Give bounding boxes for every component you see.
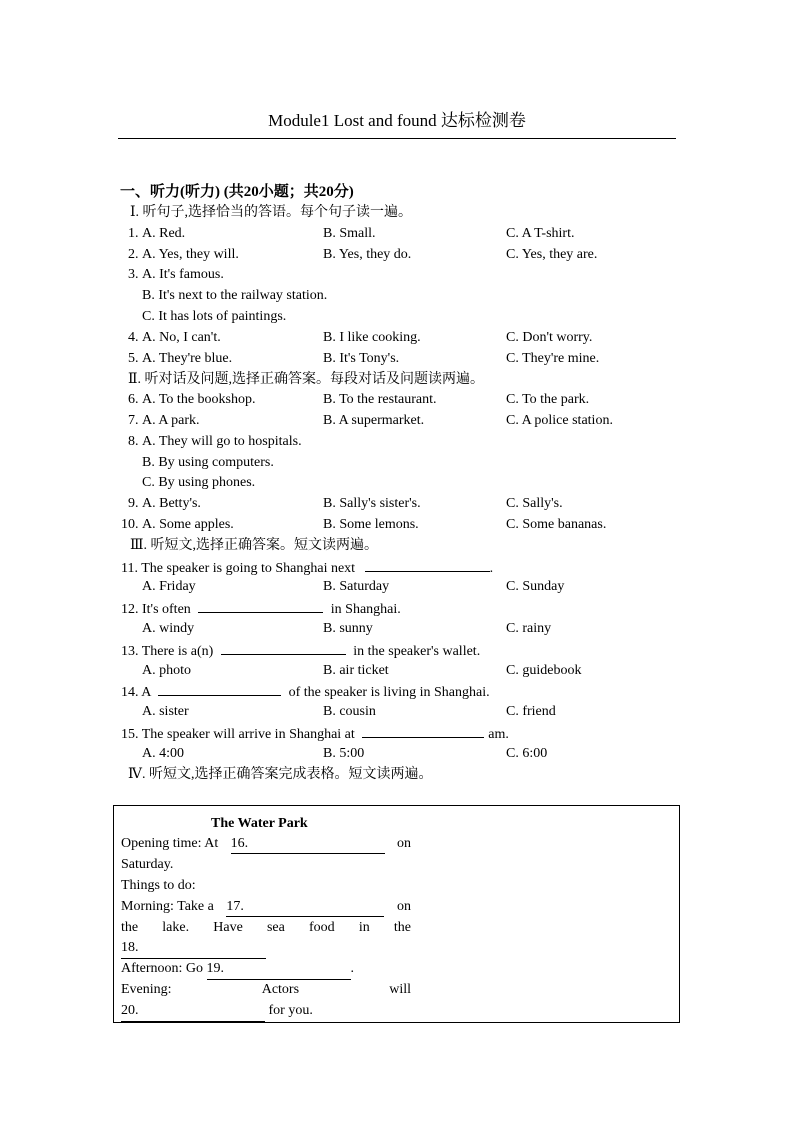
q15-option-b: B. 5:00 <box>323 746 365 761</box>
part-2-instruction: Ⅱ. 听对话及问题,选择正确答案。每段对话及问题读两遍。 <box>128 372 485 387</box>
morning-label: Morning: Take a <box>121 899 214 914</box>
q13-answer-blank[interactable] <box>221 640 346 655</box>
q15-stem-pre: 15. The speaker will arrive in Shanghai at <box>121 727 355 742</box>
q8-option-a: A. They will go to hospitals. <box>142 434 302 449</box>
q7-option-a: A. A park. <box>142 413 200 428</box>
opening-time-label: Opening time: At <box>121 836 219 851</box>
q8-num: 8. <box>128 434 139 449</box>
table-heading: The Water Park <box>211 816 308 831</box>
q5-option-a: A. They're blue. <box>142 351 233 366</box>
q5-option-b: B. It's Tony's. <box>323 351 400 366</box>
q2-option-b: B. Yes, they do. <box>323 247 412 262</box>
q6-num: 6. <box>128 392 139 407</box>
question-12-stem <box>121 598 401 618</box>
question-15-options <box>142 744 688 764</box>
question-11-options <box>142 577 688 597</box>
question-8 <box>128 432 688 452</box>
q11-stem-post: . <box>489 561 494 576</box>
q1-option-c: C. A T-shirt. <box>506 226 575 241</box>
q14-option-b: B. cousin <box>323 704 376 719</box>
afternoon-period: . <box>350 961 355 976</box>
q8-option-c: C. By using phones. <box>142 475 256 490</box>
evening-word: Evening: <box>121 982 172 997</box>
q1-option-a: A. Red. <box>142 226 186 241</box>
question-14-options <box>142 702 688 722</box>
blank-19[interactable]: 19. <box>207 959 351 980</box>
evening-word: Actors <box>261 982 300 997</box>
q5-option-c: C. They're mine. <box>506 351 600 366</box>
morning-row <box>121 897 411 917</box>
question-1 <box>128 224 688 244</box>
question-13-options <box>142 661 688 681</box>
q7-num: 7. <box>128 413 139 428</box>
q12-option-c: C. rainy <box>506 621 552 636</box>
question-10 <box>121 515 688 535</box>
q4-option-c: C. Don't worry. <box>506 330 593 345</box>
q9-option-c: C. Sally's. <box>506 496 563 511</box>
question-15-stem <box>121 723 509 743</box>
q12-stem-post: in Shanghai. <box>330 602 401 617</box>
lake-word: in <box>358 920 370 935</box>
question-2 <box>128 245 688 265</box>
q2-num: 2. <box>128 247 139 262</box>
q15-answer-blank[interactable] <box>362 723 484 738</box>
q14-answer-blank[interactable] <box>158 681 281 696</box>
question-12-options <box>142 619 688 639</box>
q15-stem-post: am. <box>488 727 509 742</box>
question-3 <box>128 265 688 285</box>
question-14-stem <box>121 681 490 701</box>
evening-word: will <box>389 982 411 997</box>
q13-stem-post: in the speaker's wallet. <box>353 644 481 659</box>
opening-time-on: on <box>397 836 411 851</box>
blank-20[interactable]: 20. <box>121 1001 265 1022</box>
blank-20-row <box>121 1001 313 1021</box>
morning-on: on <box>396 899 411 914</box>
q9-option-a: A. Betty's. <box>142 496 201 511</box>
q12-stem-pre: 12. It's often <box>121 602 191 617</box>
evening-row <box>121 980 411 1000</box>
q10-num: 10. <box>121 517 139 532</box>
opening-time-row <box>121 834 411 854</box>
question-13-stem <box>121 640 480 660</box>
q3-option-b: B. It's next to the railway station. <box>142 288 328 303</box>
q12-option-a: A. windy <box>142 621 195 636</box>
q6-option-b: B. To the restaurant. <box>323 392 437 407</box>
q4-num: 4. <box>128 330 139 345</box>
lake-word: the <box>121 920 139 935</box>
q9-option-b: B. Sally's sister's. <box>323 496 421 511</box>
title-divider <box>118 138 676 139</box>
q11-option-a: A. Friday <box>142 579 196 594</box>
evening-post: for you. <box>268 1003 313 1018</box>
q11-option-b: B. Saturday <box>323 579 390 594</box>
afternoon-row <box>121 959 354 979</box>
things-to-do-label: Things to do: <box>121 878 196 893</box>
q15-option-a: A. 4:00 <box>142 746 184 761</box>
q1-option-b: B. Small. <box>323 226 376 241</box>
q6-option-a: A. To the bookshop. <box>142 392 256 407</box>
q10-option-b: B. Some lemons. <box>323 517 419 532</box>
q15-option-c: C. 6:00 <box>506 746 548 761</box>
q3-num: 3. <box>128 267 139 282</box>
question-7 <box>128 411 688 431</box>
lake-word: sea <box>266 920 285 935</box>
page-title: Module1 Lost and found 达标检测卷 <box>268 111 526 130</box>
q13-option-a: A. photo <box>142 663 191 678</box>
q8-option-b: B. By using computers. <box>142 455 274 470</box>
q11-stem-pre: 11. The speaker is going to Shanghai next <box>121 561 356 576</box>
lake-word: the <box>393 920 411 935</box>
question-9 <box>128 494 688 514</box>
part-3-instruction: Ⅲ. 听短文,选择正确答案。短文读两遍。 <box>130 538 378 553</box>
q13-option-b: B. air ticket <box>323 663 389 678</box>
q14-stem-post: of the speaker is living in Shanghai. <box>288 685 490 700</box>
q14-option-c: C. friend <box>506 704 556 719</box>
afternoon-label: Afternoon: Go <box>121 961 204 976</box>
q4-option-a: A. No, I can't. <box>142 330 221 345</box>
question-4 <box>128 328 688 348</box>
q2-option-c: C. Yes, they are. <box>506 247 598 262</box>
q12-option-b: B. sunny <box>323 621 373 636</box>
part-1-instruction: Ⅰ. 听句子,选择恰当的答语。每个句子读一遍。 <box>130 205 413 220</box>
opening-time-cont: Saturday. <box>121 857 174 872</box>
q5-num: 5. <box>128 351 139 366</box>
blank-16[interactable]: 16. <box>231 834 385 854</box>
blank-18[interactable]: 18. <box>121 938 266 959</box>
q2-option-a: A. Yes, they will. <box>142 247 239 262</box>
q3-option-c: C. It has lots of paintings. <box>142 309 287 324</box>
lake-word: Have <box>213 920 243 935</box>
q7-option-b: B. A supermarket. <box>323 413 425 428</box>
q13-option-c: C. guidebook <box>506 663 582 678</box>
question-6 <box>128 390 688 410</box>
q9-num: 9. <box>128 496 139 511</box>
section-heading: 一、听力(听力) (共20小题；共20分) <box>120 184 354 200</box>
q12-answer-blank[interactable] <box>198 598 323 613</box>
blank-17[interactable]: 17. <box>226 897 384 917</box>
question-11-stem <box>121 557 493 577</box>
q10-option-a: A. Some apples. <box>142 517 234 532</box>
lake-word: food <box>309 920 335 935</box>
q14-option-a: A. sister <box>142 704 189 719</box>
water-park-table <box>113 805 680 1023</box>
q6-option-c: C. To the park. <box>506 392 590 407</box>
q4-option-b: B. I like cooking. <box>323 330 421 345</box>
blank-18-row <box>121 938 266 958</box>
lake-word: lake. <box>162 920 190 935</box>
q1-num: 1. <box>128 226 139 241</box>
lake-row <box>121 918 411 938</box>
q13-stem-pre: 13. There is a(n) <box>121 644 214 659</box>
q11-answer-blank[interactable] <box>365 557 490 572</box>
q10-option-c: C. Some bananas. <box>506 517 607 532</box>
part-4-instruction: Ⅳ. 听短文,选择正确答案完成表格。短文读两遍。 <box>128 767 433 782</box>
q14-stem-pre: 14. A <box>121 685 151 700</box>
q3-option-a: A. It's famous. <box>142 267 224 282</box>
q7-option-c: C. A police station. <box>506 413 613 428</box>
q11-option-c: C. Sunday <box>506 579 565 594</box>
question-5 <box>128 349 688 369</box>
